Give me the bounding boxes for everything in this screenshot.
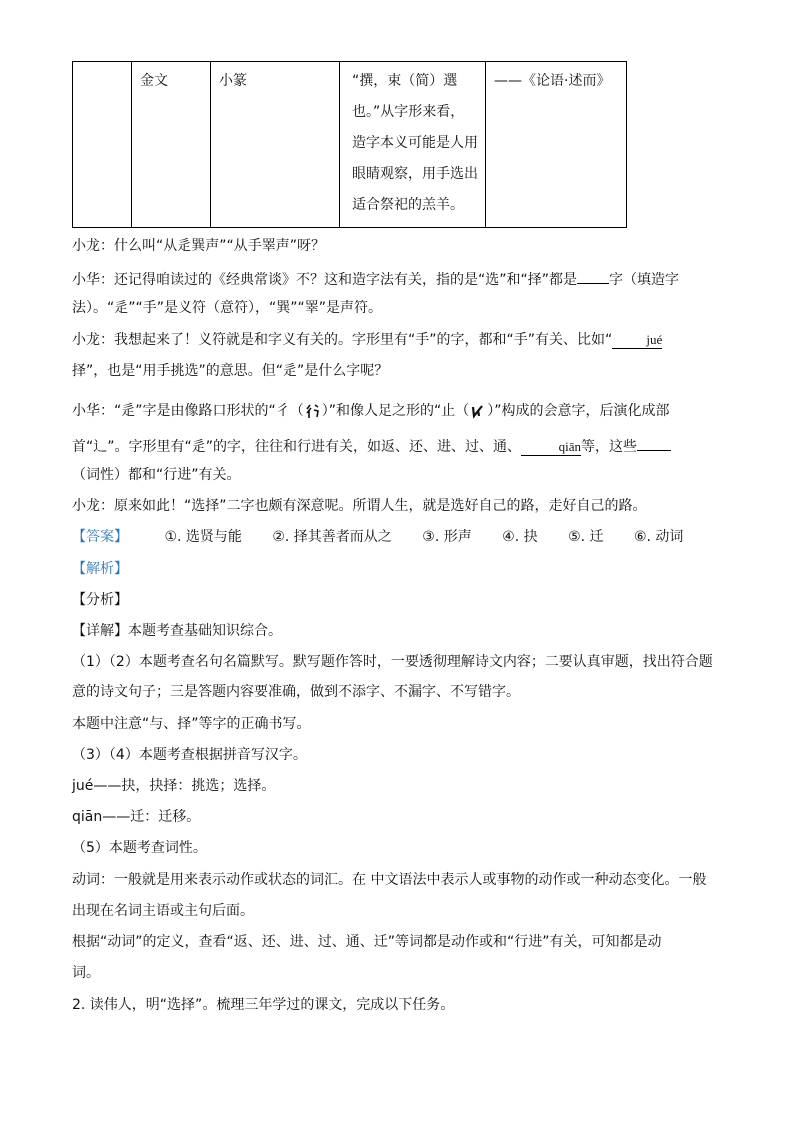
dialogue-line: 小华：“辵”字是由像路口形状的“彳（ ）”和像人足之形的“止（ ）”构成的会意字，后演化成部	[72, 403, 670, 419]
table-cell-jinwen	[132, 62, 211, 228]
analysis-line: 意的诗文句子；三是答题内容要准确，做到不添字、不漏字、不写错字。	[72, 684, 520, 700]
shuowen-line: 眼睛观察，用手选出	[352, 166, 478, 182]
dialogue-line: 小龙：什么叫“从辵巽声”“从手睪声”呀？	[72, 238, 326, 254]
answer-item: ⑥. 动词	[633, 529, 684, 545]
shuowen-text	[340, 62, 485, 221]
fill-blank[interactable]	[577, 267, 609, 284]
answer-item: ①. 选贤与能	[164, 529, 242, 545]
jiexi-heading: 【解析】	[72, 561, 128, 577]
analysis-line: 动词：一般就是用来表示动作或状态的词汇。在 中文语法中表示人或事物的动作或一种动态变化。一般	[72, 872, 707, 888]
etymology-table	[72, 61, 627, 228]
table-cell-empty	[73, 62, 132, 228]
analysis-line: jué——抉，抉择：挑选；选择。	[72, 778, 276, 794]
shuowen-line: 也。”从字形来看，	[352, 104, 465, 120]
fill-blank[interactable]: jué	[612, 332, 662, 349]
answer-item: ④. 抉	[502, 529, 538, 545]
xiaozhuan-label: 小篆	[219, 73, 247, 89]
jinwen-label: 金文	[140, 73, 168, 89]
dialogue-line: 法）。“辵”“手”是义符（意符），“巽”“睪”是声符。	[72, 300, 383, 316]
analysis-line: （3）（4）本题考查根据拼音写汉字。	[72, 747, 307, 763]
dialogue-line: 首“辶”。字形里有“辵”的字，往往和行进有关，如返、还、进、过、通、 qiān等，这些	[72, 434, 722, 457]
fill-blank[interactable]: qiān	[521, 439, 581, 456]
table-cell-shuowen	[340, 62, 486, 228]
answer-item: ⑤. 迁	[568, 529, 604, 545]
shuowen-line: 适合祭祀的羔羊。	[352, 197, 464, 213]
shuowen-line: 造字本义可能是人用	[352, 135, 478, 151]
analysis-line: qiān——迁：迁移。	[72, 809, 201, 825]
answer-item: ②. 择其善者而从之	[272, 529, 392, 545]
answer-line	[72, 527, 722, 547]
dialogue-line: （词性）都和“行进”有关。	[72, 467, 241, 483]
table-row	[73, 62, 627, 228]
analysis-line: 【详解】本题考查基础知识综合。	[72, 623, 282, 639]
answer-item: ③. 形声	[422, 529, 472, 545]
analysis-line: （5）本题考查词性。	[72, 840, 207, 856]
chi-glyph-icon	[304, 402, 322, 420]
analysis-line: 出现在名词主语或主句后面。	[72, 903, 254, 919]
shuowen-line: “撰，束（简）選	[352, 73, 458, 89]
answer-label: 【答案】	[72, 529, 128, 545]
dialogue-line: 小龙：我想起来了！义符就是和字义有关的。字形里有“手”的字，都和“手”有关、比如“ jué	[72, 332, 663, 348]
dialogue-line: 择”，也是“用手挑选”的意思。但“辵”是什么字呢？	[72, 363, 389, 379]
analysis-line: 本题中注意“与、择”等字的正确书写。	[72, 716, 311, 732]
fenxi-heading: 【分析】	[72, 592, 128, 608]
table-cell-source	[486, 62, 627, 228]
source-citation: ——《论语·述而》	[494, 73, 611, 89]
fill-blank[interactable]	[637, 434, 671, 451]
zhi-glyph-icon	[469, 402, 487, 420]
analysis-line: （1）（2）本题考查名句名篇默写。默写题作答时，一要透彻理解诗文内容；二要认真审题，找出符合题	[72, 654, 713, 670]
table-cell-xiaozhuan	[211, 62, 340, 228]
dialogue-line: 小华：还记得咱读过的《经典常谈》不？这和造字法有关，指的是“选”和“择”都是 字（填造字	[72, 267, 722, 290]
analysis-line: 根据“动词”的定义，查看“返、还、进、过、通、迁”等词都是动作或和“行进”有关，可知都是动	[72, 934, 662, 950]
analysis-line: 词。	[72, 965, 100, 981]
question-heading: 2. 读伟人，明“选择”。梳理三年学过的课文，完成以下任务。	[72, 997, 455, 1013]
dialogue-line: 小龙：原来如此！“选择”二字也颇有深意呢。所谓人生，就是选好自己的路，走好自己的路。	[72, 498, 647, 514]
